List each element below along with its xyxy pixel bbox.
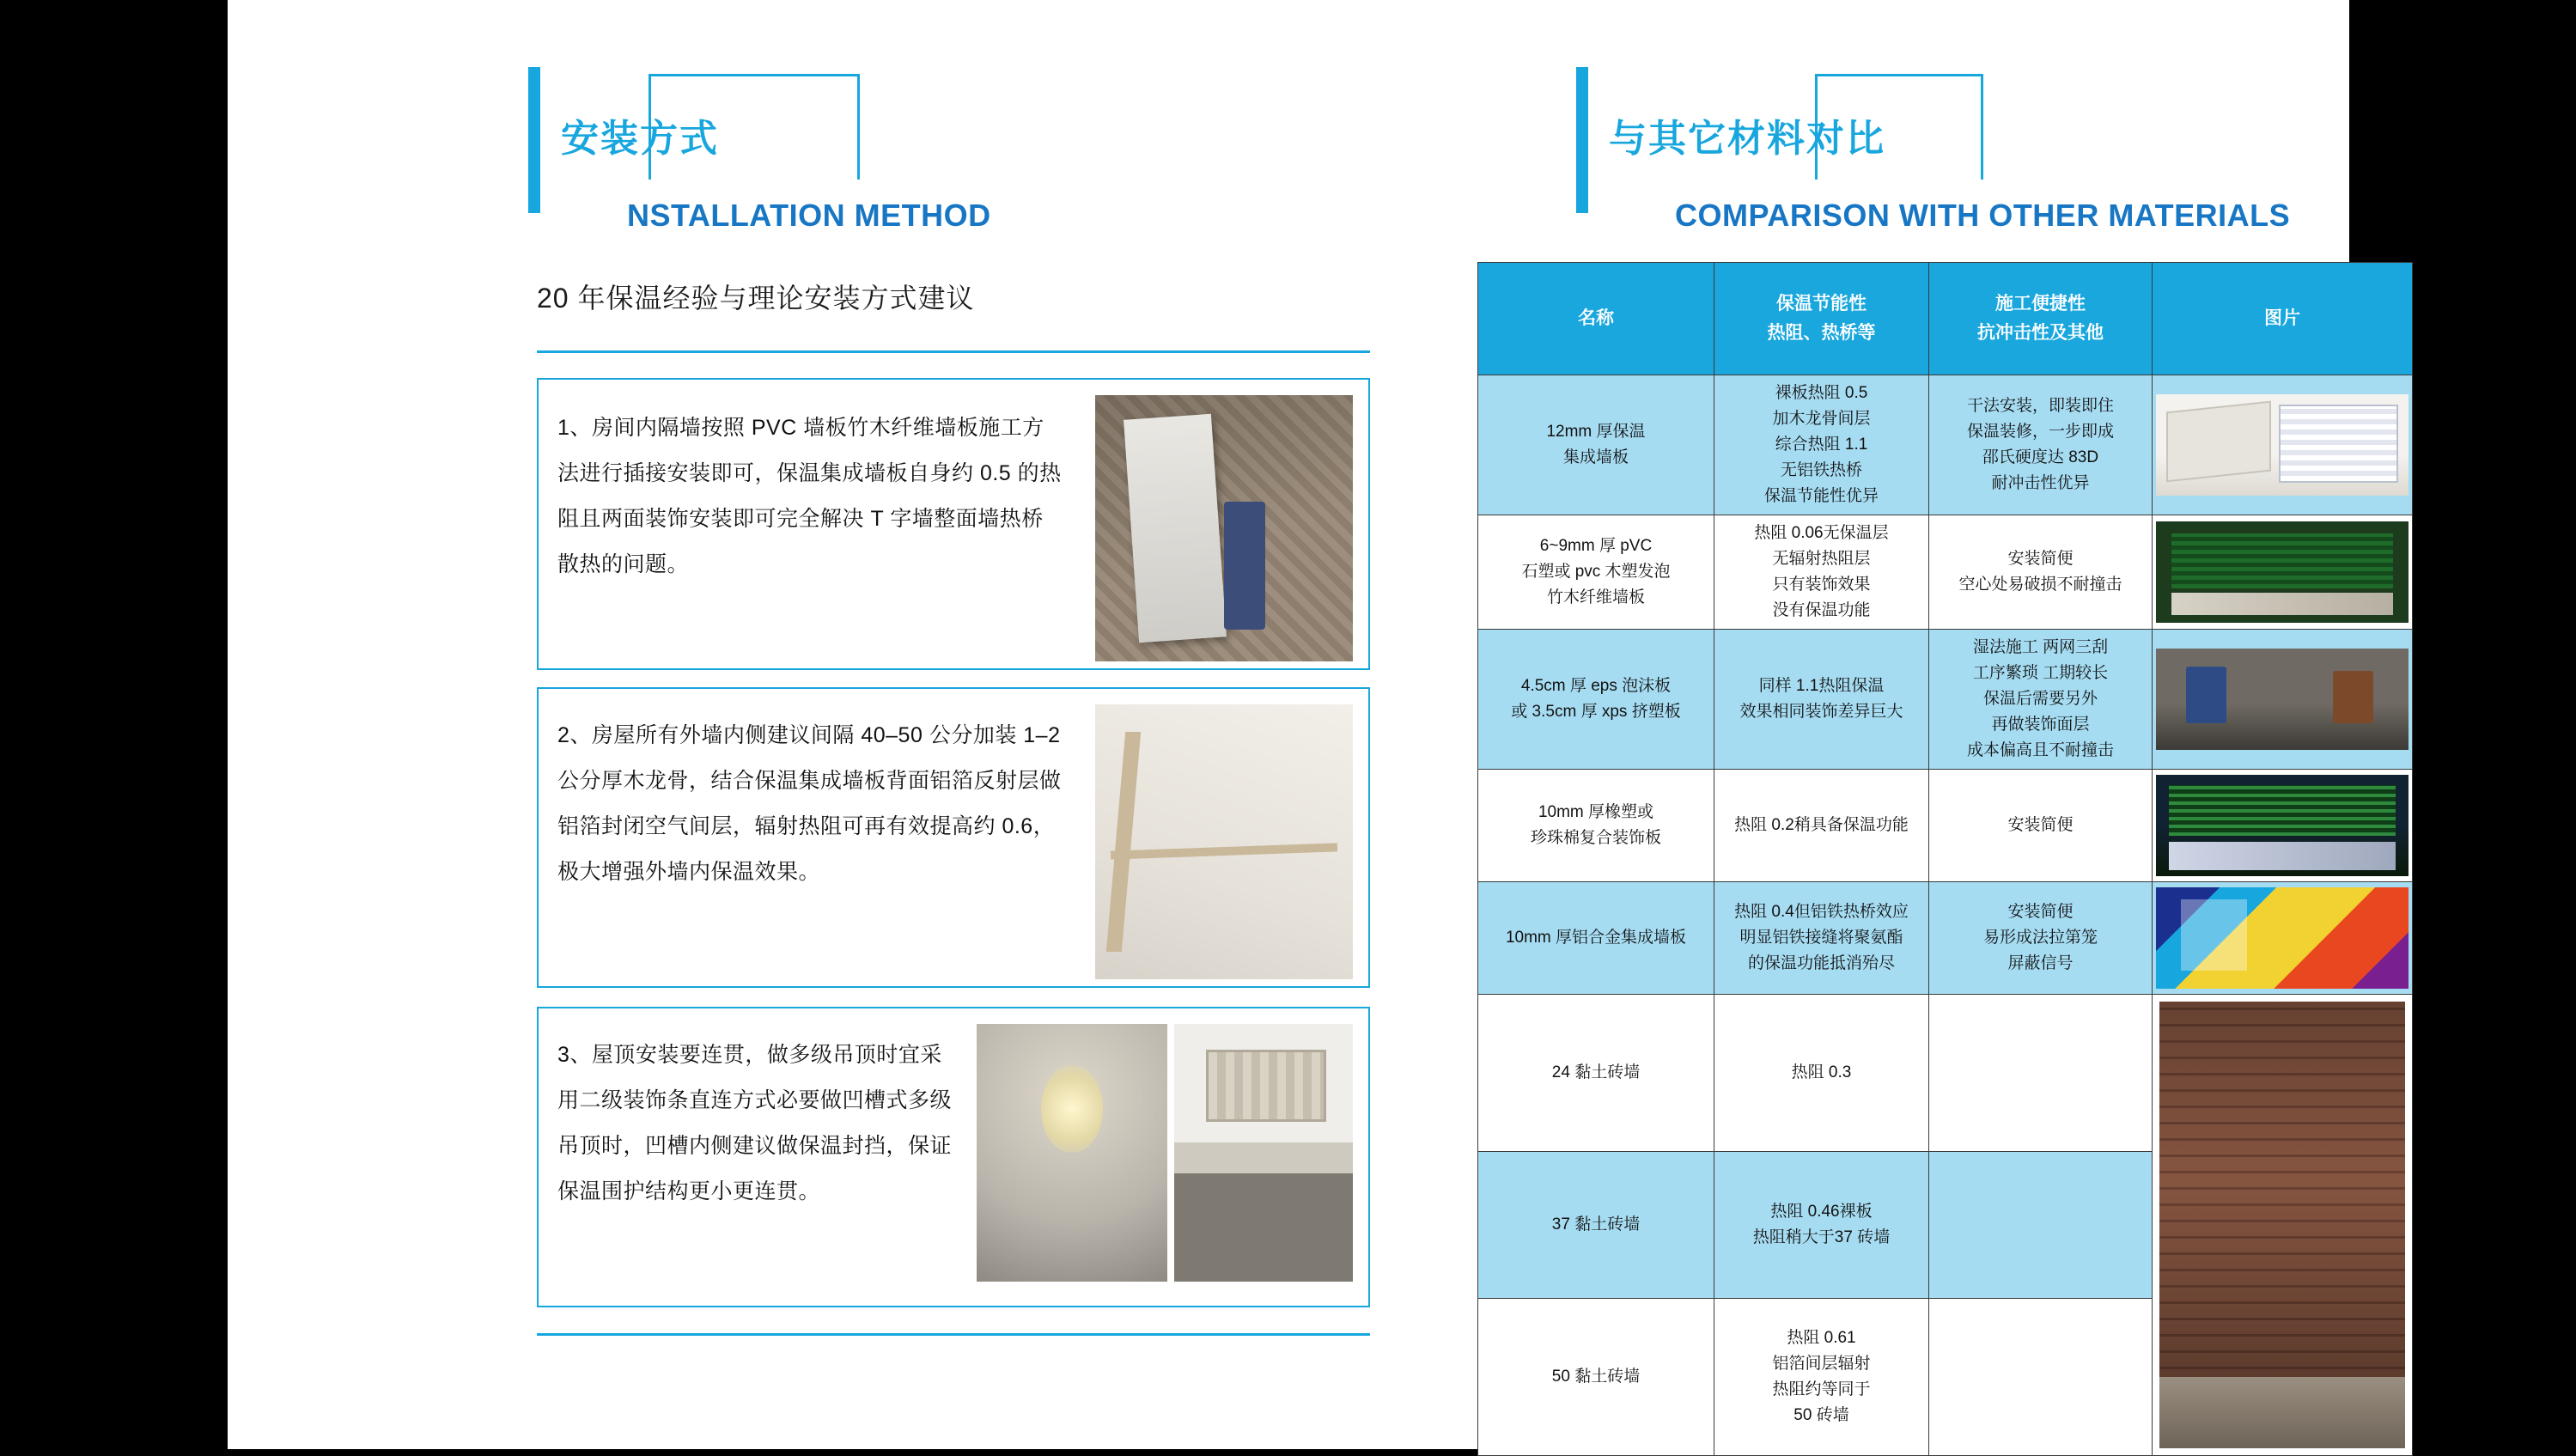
row-2-thermal-line-3: 只有装饰效果 <box>1772 576 1871 594</box>
row-3-construction-line-5: 成本偏高且不耐撞击 <box>1966 741 2114 759</box>
row-5-name <box>1478 882 1714 995</box>
row-2-construction <box>1929 515 2153 630</box>
row-2-thermal <box>1714 515 1929 630</box>
row-3-construction-line-1: 湿法施工 两网三刮 <box>1972 638 2109 656</box>
row-1-name-line-2: 集成墙板 <box>1562 448 1629 466</box>
column-header-thermal-line-1: 保温节能性 <box>1776 294 1867 314</box>
row-1-construction <box>1929 375 2153 515</box>
row-8-construction <box>1929 1299 2153 1456</box>
row-2-name-line-2: 石塑或 pvc 木塑发泡 <box>1521 563 1671 581</box>
table-row <box>1478 882 2413 995</box>
row-4-thermal-line-1: 热阻 0.2稍具备保温功能 <box>1734 816 1909 834</box>
installation-card-1 <box>537 378 1370 670</box>
row-3-name <box>1478 630 1714 770</box>
installation-card-2 <box>537 687 1370 988</box>
row-8-thermal-line-4: 50 砖墙 <box>1793 1406 1849 1425</box>
row-4-name <box>1478 770 1714 882</box>
left-lead-text: 20 年保温经验与理论安装方式建议 <box>537 283 975 314</box>
row-8-thermal-line-3: 热阻约等同于 <box>1772 1380 1871 1399</box>
row-5-thermal-line-1: 热阻 0.4但铝铁热桥效应 <box>1734 903 1909 921</box>
comparison-photo-eps-installation <box>2156 649 2409 750</box>
row-3-construction-line-4: 再做装饰面层 <box>1991 716 2090 734</box>
row-5-picture-cell <box>2153 882 2413 995</box>
row-1-construction-line-3: 邵氏硬度达 83D <box>1982 448 2099 466</box>
left-header-en-title: NSTALLATION METHOD <box>627 198 991 233</box>
column-header-construction <box>1929 263 2153 375</box>
table-row <box>1478 995 2413 1152</box>
left-bottom-divider <box>537 1333 1370 1336</box>
row-5-name-line-1: 10mm 厚铝合金集成墙板 <box>1505 929 1687 947</box>
row-6-name <box>1478 995 1714 1152</box>
row-6-thermal-line-1: 热阻 0.3 <box>1791 1063 1852 1081</box>
row-3-name-line-1: 4.5cm 厚 eps 泡沫板 <box>1520 677 1672 695</box>
row-3-name-line-2: 或 3.5cm 厚 xps 挤塑板 <box>1511 703 1681 721</box>
left-column <box>528 0 1387 1449</box>
column-header-construction-line-2: 抗冲击性及其他 <box>1977 323 2104 343</box>
right-column <box>1443 0 2388 1449</box>
row-2-name-line-1: 6~9mm 厚 pVC <box>1539 537 1653 555</box>
row-8-thermal-line-2: 铝箔间层辐射 <box>1772 1355 1871 1374</box>
column-header-construction-line-1: 施工便捷性 <box>1995 294 2086 314</box>
comparison-table-header-row <box>1478 263 2413 375</box>
row-1-thermal-line-1: 裸板热阻 0.5 <box>1775 384 1868 402</box>
row-8-thermal-line-1: 热阻 0.61 <box>1787 1329 1856 1348</box>
row-5-thermal-line-3: 的保温功能抵消殆尽 <box>1747 954 1895 972</box>
row-4-construction-line-1: 安装简便 <box>2007 816 2074 834</box>
row-3-thermal-line-2: 效果相同装饰差异巨大 <box>1739 703 1903 721</box>
row-1-construction-line-4: 耐冲击性优异 <box>1991 474 2090 492</box>
row-7-thermal <box>1714 1151 1929 1299</box>
column-header-picture <box>2153 263 2413 375</box>
row-5-thermal <box>1714 882 1929 995</box>
table-row <box>1478 515 2413 630</box>
row-1-name <box>1478 375 1714 515</box>
comparison-table <box>1477 262 2413 1456</box>
row-4-thermal <box>1714 770 1929 882</box>
row-3-construction-line-3: 保温后需要另外 <box>1982 690 2098 708</box>
row-4-construction <box>1929 770 2153 882</box>
comparison-photo-brick-wall <box>2159 1002 2405 1448</box>
comparison-photo-pvc-panel <box>2156 521 2409 623</box>
installation-card-1-text: 1、房间内隔墙按照 PVC 墙板竹木纤维墙板施工方法进行插接安装即可，保温集成墙板自身约 0.5 的热阻且两面装饰安装即可完全解决 T 字墙整面墙热桥散热的问题。 <box>557 416 1062 576</box>
comparison-photo-rubber-plastic-board <box>2156 775 2409 876</box>
left-header-cn-title: 安装方式 <box>561 118 719 160</box>
row-1-thermal-line-5: 保温节能性优异 <box>1763 487 1879 505</box>
row-4-picture-cell <box>2153 770 2413 882</box>
row-2-thermal-line-4: 没有保温功能 <box>1772 601 1871 619</box>
installation-photo-ceiling-detail <box>1174 1024 1353 1282</box>
row-1-picture-cell <box>2153 375 2413 515</box>
row-7-name <box>1478 1151 1714 1299</box>
row-5-construction-line-1: 安装简便 <box>2007 903 2074 921</box>
column-header-name-line-1: 名称 <box>1578 308 1614 328</box>
installation-card-2-text: 2、房屋所有外墙内侧建议间隔 40–50 公分加装 1–2 公分厚木龙骨，结合保温集成墙板背面铝箔反射层做铝箔封闭空气间层，辐射热阻可再有效提高约 0.6，极大增强外墙内保温效果。 <box>557 723 1062 884</box>
table-row <box>1478 630 2413 770</box>
row-7-name-line-1: 37 黏土砖墙 <box>1551 1215 1641 1234</box>
installation-card-3 <box>537 1007 1370 1307</box>
brick-wall-picture-cell <box>2153 995 2413 1456</box>
installation-card-3-text: 3、屋顶安装要连贯，做多级吊顶时宜采用二级装饰条直连方式必要做凹槽式多级吊顶时，凹槽内侧建议做保温封挡，保证保温围护结构更小更连贯。 <box>557 1043 953 1203</box>
document-page <box>228 0 2349 1449</box>
row-8-name-line-1: 50 黏土砖墙 <box>1551 1368 1641 1386</box>
row-4-name-line-2: 珍珠棉复合装饰板 <box>1530 829 1661 847</box>
right-header-en-title: COMPARISON WITH OTHER MATERIALS <box>1675 198 2291 233</box>
left-top-divider <box>537 350 1370 353</box>
comparison-photo-aluminium-panel-thermal <box>2156 887 2409 989</box>
row-3-thermal <box>1714 630 1929 770</box>
row-5-construction-line-3: 屏蔽信号 <box>2007 954 2074 972</box>
comparison-photo-integrated-panel <box>2156 394 2409 496</box>
row-2-name-line-3: 竹木纤维墙板 <box>1546 588 1645 606</box>
table-row <box>1478 375 2413 515</box>
row-2-construction-line-1: 安装简便 <box>2007 550 2074 568</box>
row-5-thermal-line-2: 明显铝铁接缝将聚氨酯 <box>1739 929 1903 947</box>
column-header-thermal-line-2: 热阻、热桥等 <box>1767 323 1876 343</box>
row-7-thermal-line-2: 热阻稍大于37 砖墙 <box>1752 1228 1891 1246</box>
installation-photo-worker-wall <box>1095 395 1353 661</box>
row-8-thermal <box>1714 1299 1929 1456</box>
row-5-construction-line-2: 易形成法拉第笼 <box>1982 929 2098 947</box>
column-header-name <box>1478 263 1714 375</box>
row-4-name-line-1: 10mm 厚橡塑或 <box>1538 803 1654 821</box>
table-row <box>1478 770 2413 882</box>
row-6-thermal <box>1714 995 1929 1152</box>
row-2-picture-cell <box>2153 515 2413 630</box>
row-5-construction <box>1929 882 2153 995</box>
column-header-thermal <box>1714 263 1929 375</box>
row-2-name <box>1478 515 1714 630</box>
row-8-name <box>1478 1299 1714 1456</box>
row-1-name-line-1: 12mm 厚保温 <box>1546 423 1646 441</box>
row-2-construction-line-2: 空心处易破损不耐撞击 <box>1958 576 2122 594</box>
right-header-cn-title: 与其它材料对比 <box>1609 118 1885 160</box>
row-2-thermal-line-2: 无辐射热阻层 <box>1772 550 1871 568</box>
row-1-thermal-line-2: 加木龙骨间层 <box>1772 410 1871 428</box>
row-1-construction-line-2: 保温装修，一步即成 <box>1966 423 2114 441</box>
row-2-thermal-line-1: 热阻 0.06无保温层 <box>1754 524 1889 542</box>
row-7-thermal-line-1: 热阻 0.46裸板 <box>1770 1202 1873 1221</box>
row-1-thermal <box>1714 375 1929 515</box>
column-header-picture-line-1: 图片 <box>2264 308 2300 328</box>
row-6-name-line-1: 24 黏土砖墙 <box>1551 1063 1641 1081</box>
row-3-picture-cell <box>2153 630 2413 770</box>
row-6-construction <box>1929 995 2153 1152</box>
installation-photo-furring-strips <box>1095 704 1353 979</box>
row-3-thermal-line-1: 同样 1.1热阻保温 <box>1758 677 1885 695</box>
row-1-thermal-line-3: 综合热阻 1.1 <box>1775 436 1868 454</box>
installation-photo-ceiling-lamp <box>977 1024 1167 1282</box>
row-3-construction <box>1929 630 2153 770</box>
row-7-construction <box>1929 1151 2153 1299</box>
row-1-thermal-line-4: 无铝铁热桥 <box>1780 461 1862 479</box>
row-1-construction-line-1: 干法安装，即装即住 <box>1966 397 2114 415</box>
row-3-construction-line-2: 工序繁琐 工期较长 <box>1972 664 2109 682</box>
